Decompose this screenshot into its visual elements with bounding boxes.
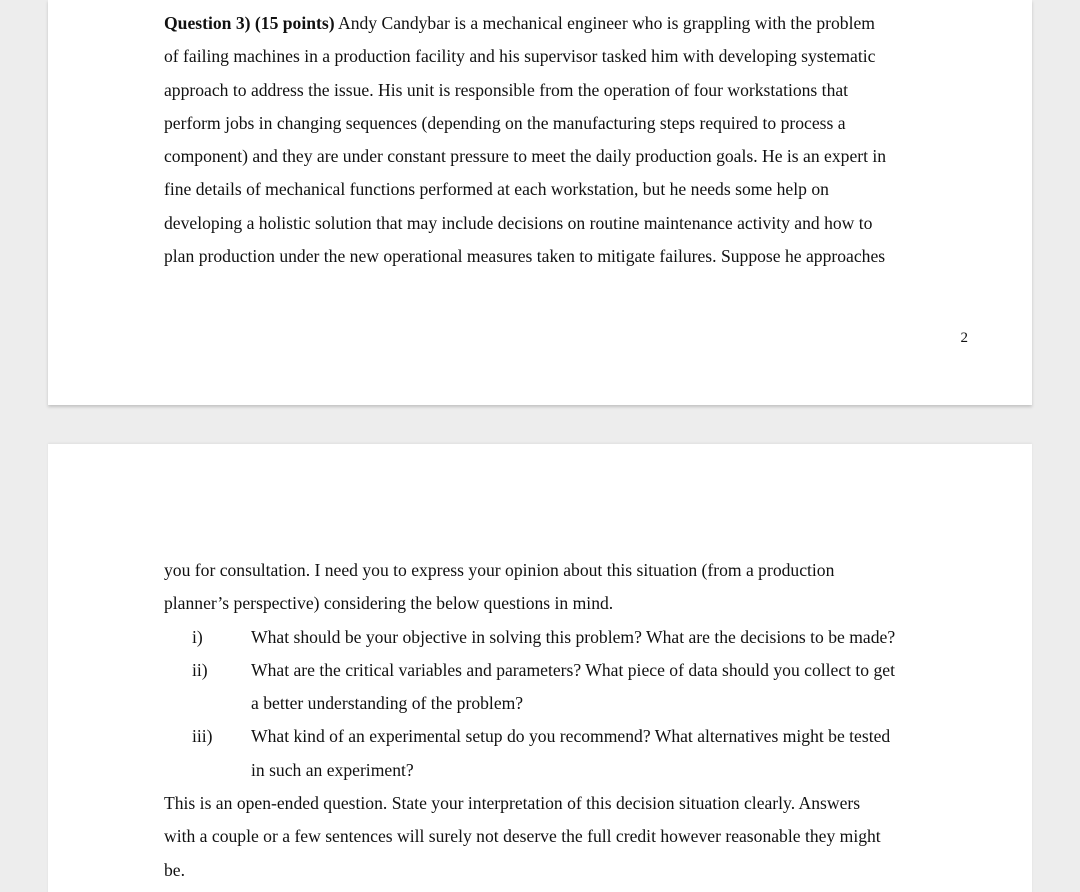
closing-line: This is an open-ended question. State your interpretation of this decision situation clearly. Answers [164, 793, 861, 814]
question-line: developing a holistic solution that may include decisions on routine maintenance activity and how to [164, 212, 873, 233]
question-line-text: Andy Candybar is a mechanical engineer who is grappling with the problem [334, 13, 875, 33]
question-heading: Question 3) (15 points) [164, 13, 335, 33]
closing-line: with a couple or a few sentences will surely not deserve the full credit however reasonable they might [164, 826, 881, 847]
document-page-3 [48, 444, 1032, 892]
list-item-ii [164, 654, 964, 721]
list-item-text: in such an experiment? [251, 759, 414, 780]
question-line: approach to address the issue. His unit is responsible from the operation of four workstations that [164, 79, 849, 100]
intro-line: you for consultation. I need you to express your opinion about this situation (from a production [164, 560, 835, 580]
page-number: 2 [960, 330, 968, 346]
question-line: perform jobs in changing sequences (depending on the manufacturing steps required to process a [164, 112, 846, 133]
question-line: fine details of mechanical functions performed at each workstation, but he needs some help on [164, 179, 829, 200]
list-marker: i) [192, 626, 203, 647]
question-3-text [164, 7, 964, 273]
list-marker: ii) [192, 659, 208, 680]
list-marker: iii) [192, 726, 213, 747]
question-line: of failing machines in a production facility and his supervisor tasked him with developing systematic [164, 46, 876, 67]
list-item-i [164, 621, 964, 654]
question-line: plan production under the new operational measures taken to mitigate failures. Suppose he approaches [164, 246, 886, 267]
question-line: component) and they are under constant pressure to meet the daily production goals. He is an expert in [164, 146, 887, 167]
question-line [164, 7, 964, 40]
list-item-iii [164, 720, 964, 787]
list-item-text: a better understanding of the problem? [251, 693, 524, 714]
list-item-text: What kind of an experimental setup do you recommend? What alternatives might be tested [251, 726, 891, 747]
document-page-2 [48, 0, 1032, 405]
question-3-continued [164, 554, 964, 887]
intro-line: planner’s perspective) considering the below questions in mind. [164, 593, 614, 614]
closing-line: be. [164, 859, 186, 880]
list-item-text: What should be your objective in solving this problem? What are the decisions to be made? [251, 626, 896, 647]
list-item-text: What are the critical variables and parameters? What piece of data should you collect to get [251, 659, 896, 680]
